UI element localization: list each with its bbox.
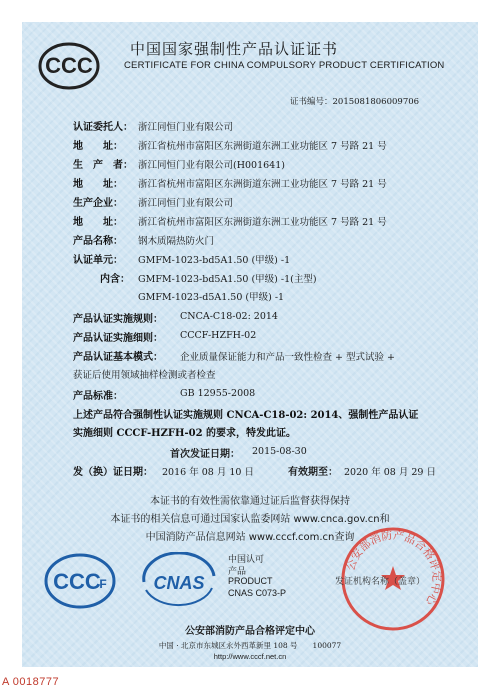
manufacturer-address-value: 浙江省杭州市富阳区东洲街道东洲工业功能区 7 号路 21 号 (138, 179, 387, 190)
certification-unit-value: GMFM-1023-bd5A1.50 (甲级) -1 (138, 255, 291, 266)
manufacturer-value: 浙江同恒门业有限公司(H001641) (138, 160, 285, 171)
svg-text:公安部消防产品合格评定中心 (344, 528, 444, 609)
seal-ring-text: 公安部消防产品合格评定中心 (343, 528, 444, 608)
first-issue-date-value: 2015-08-30 (252, 446, 307, 457)
footer-address: 中国 · 北京市东城区永外西革新里 108 号 100077 (158, 641, 342, 650)
ccc-logo-icon (38, 42, 100, 90)
factory-value: 浙江同恒门业有限公司 (138, 198, 234, 209)
cnas-text-line3: PRODUCT (228, 576, 273, 586)
manufacturer-label: 生 产 者： (73, 160, 133, 171)
includes-value-second: GMFM-1023-d5A1.50 (甲级) -1 (138, 292, 285, 303)
implementation-rule-label: 产品认证实施规则： (73, 314, 163, 325)
applicant-address-label: 地 址： (73, 141, 123, 152)
footer-website: http://www.cccf.net.cn (213, 652, 287, 661)
cnca-website-note: 本证书的相关信息可通过国家认监委网站 www.cnca.gov.cn和 (110, 514, 390, 525)
includes-label: 内含： (100, 274, 130, 285)
certificate-number-line (290, 95, 419, 107)
issuer-seal-caption: 发证机构名称（盖章） (335, 577, 426, 587)
certification-unit-label: 认证单元： (73, 255, 123, 266)
cccf-logo-letters: CCC (53, 569, 101, 594)
conformity-statement-line1: 上述产品符合强制性认证实施规则 CNCA-C18-02: 2014、强制性产品认证 (73, 410, 419, 421)
certificate-number-label: 证书编号： (290, 97, 333, 107)
issue-date-value: 2016 年 08 月 10 日 (162, 467, 254, 478)
product-standard-label: 产品标准： (73, 391, 123, 402)
cnas-text-line2: 产品 (228, 567, 247, 577)
manufacturer-address-label: 地 址： (73, 179, 123, 190)
implementation-detail-value: CCCF-HZFH-02 (180, 330, 257, 341)
cccf-website-note: 中国消防产品信息网站 www.cccf.com.cn查询 (145, 532, 355, 543)
certificate-title-en: CERTIFICATE FOR CHINA COMPULSORY PRODUCT CERTIFICATION (124, 60, 445, 71)
cnas-text-line1: 中国认可 (228, 555, 265, 565)
factory-label: 生产企业： (73, 198, 123, 209)
validity-note: 本证书的有效性需依靠通过证后监督获得保持 (150, 496, 350, 507)
certificate-serial-number: A 0018777 (2, 676, 60, 688)
conformity-statement-line2: 实施细则 CCCF-HZFH-02 的要求，特发此证。 (73, 428, 297, 439)
ccc-logo-text: CCC (45, 53, 93, 78)
applicant-value: 浙江同恒门业有限公司 (138, 122, 234, 133)
cnas-logo-icon (140, 552, 218, 610)
certification-mode-value-1: 企业质量保证能力和产品一致性检查 + 型式试验 + (180, 352, 395, 363)
issue-date-label: 发（换）证日期： (73, 467, 153, 478)
first-issue-date-label: 首次发证日期： (170, 449, 240, 460)
implementation-rule-value: CNCA-C18-02: 2014 (180, 311, 278, 322)
product-standard-value: GB 12955-2008 (180, 388, 256, 399)
factory-address-label: 地 址： (73, 217, 123, 228)
implementation-detail-label: 产品认证实施细则： (73, 333, 163, 344)
cccf-logo-icon (43, 552, 117, 610)
applicant-address-value: 浙江省杭州市富阳区东洲街道东洲工业功能区 7 号路 21 号 (138, 141, 387, 152)
cnas-text-line4: CNAS C073-P (228, 588, 287, 598)
cccf-logo-f: F (99, 577, 107, 591)
certification-mode-value-2: 获证后使用领域抽样检测或者检查 (73, 370, 216, 381)
certification-mode-label: 产品认证基本模式： (73, 352, 163, 363)
footer-organization: 公安部消防产品合格评定中心 (185, 626, 315, 637)
cnas-logo-text: CNAS (153, 573, 205, 593)
expiry-date-value: 2020 年 08 月 29 日 (344, 467, 436, 478)
certificate-number: 2015081806009706 (332, 97, 420, 107)
product-name-label: 产品名称： (73, 236, 123, 247)
factory-address-value: 浙江省杭州市富阳区东洲街道东洲工业功能区 7 号路 21 号 (138, 217, 387, 228)
includes-value-main: GMFM-1023-bd5A1.50 (甲级) -1(主型) (138, 274, 317, 285)
product-name-value: 钢木质隔热防火门 (138, 236, 215, 247)
applicant-label: 认证委托人： (73, 122, 133, 133)
certificate-title-cn: 中国国家强制性产品认证证书 (130, 40, 339, 58)
expiry-date-label: 有效期至： (288, 467, 338, 478)
